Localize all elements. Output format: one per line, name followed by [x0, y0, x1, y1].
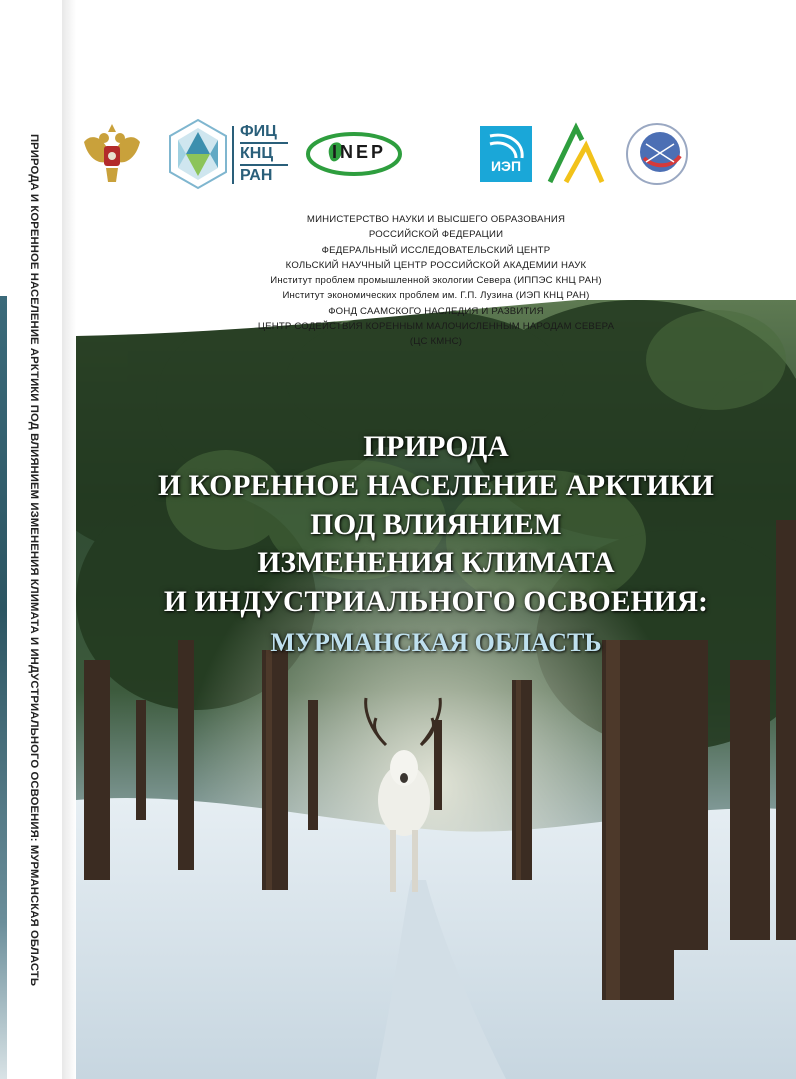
spine-divider [62, 0, 76, 1079]
org-line: РОССИЙСКОЙ ФЕДЕРАЦИИ [368, 229, 504, 241]
spine-photo-strip [0, 296, 7, 1079]
org-line: (ЦС КМНС) [409, 336, 463, 348]
title-line: ПОД ВЛИЯНИЕМ [310, 508, 562, 541]
fic-logo-text [240, 122, 288, 186]
title-line: И ИНДУСТРИАЛЬНОГО ОСВОЕНИЯ: [163, 586, 709, 619]
logos-row [76, 118, 716, 190]
book-title [76, 428, 796, 663]
org-line: Институт экономических проблем им. Г.П. Лузина (ИЭП КНЦ РАН) [282, 290, 590, 302]
title-line: ИЗМЕНЕНИЯ КЛИМАТА [257, 547, 615, 580]
fic-line-2: КНЦ [240, 142, 288, 166]
org-line: КОЛЬСКИЙ НАУЧНЫЙ ЦЕНТР РОССИЙСКОЙ АКАДЕМИИ НАУК [285, 259, 587, 271]
iep-logo-icon [478, 118, 534, 190]
org-line: Институт проблем промышленной экологии Севера (ИППЭС КНЦ РАН) [270, 275, 602, 287]
org-line: ФЕДЕРАЛЬНЫЙ ИССЛЕДОВАТЕЛЬСКИЙ ЦЕНТР [321, 244, 551, 256]
russia-emblem-icon [76, 118, 148, 190]
org-line: МИНИСТЕРСТВО НАУКИ И ВЫСШЕГО ОБРАЗОВАНИЯ [306, 214, 566, 225]
organizations-block [76, 212, 796, 350]
title-line: И КОРЕННОЕ НАСЕЛЕНИЕ АРКТИКИ [158, 469, 714, 502]
saami-foundation-logo-icon [546, 118, 606, 190]
org-line: ФОНД СААМСКОГО НАСЛЕДИЯ И РАЗВИТИЯ [328, 305, 544, 317]
fic-line-3: РАН [240, 167, 273, 184]
book-spine [0, 0, 62, 1079]
spine-title: ПРИРОДА И КОРЕННОЕ НАСЕЛЕНИЕ АРКТИКИ ПОД ВЛИЯНИЕМ ИЗМЕНЕНИЯ КЛИМАТА И ИНДУСТРИАЛЬНОГО ОСВОЕНИЯ: МУРМАНСКАЯ ОБЛАСТЬ [28, 133, 40, 987]
org-line: ЦЕНТР СОДЕЙСТВИЯ КОРЕННЫМ МАЛОЧИСЛЕННЫМ НАРОДАМ СЕВЕРА [257, 321, 615, 333]
inep-logo-text: INEP [331, 142, 386, 162]
fic-line-1: ФИЦ [240, 123, 277, 140]
iep-logo-text: ИЭП [490, 158, 522, 174]
title-line: ПРИРОДА [363, 431, 509, 463]
book-subtitle: МУРМАНСКАЯ ОБЛАСТЬ [270, 627, 602, 657]
cs-kmns-globe-logo-icon [624, 118, 690, 190]
